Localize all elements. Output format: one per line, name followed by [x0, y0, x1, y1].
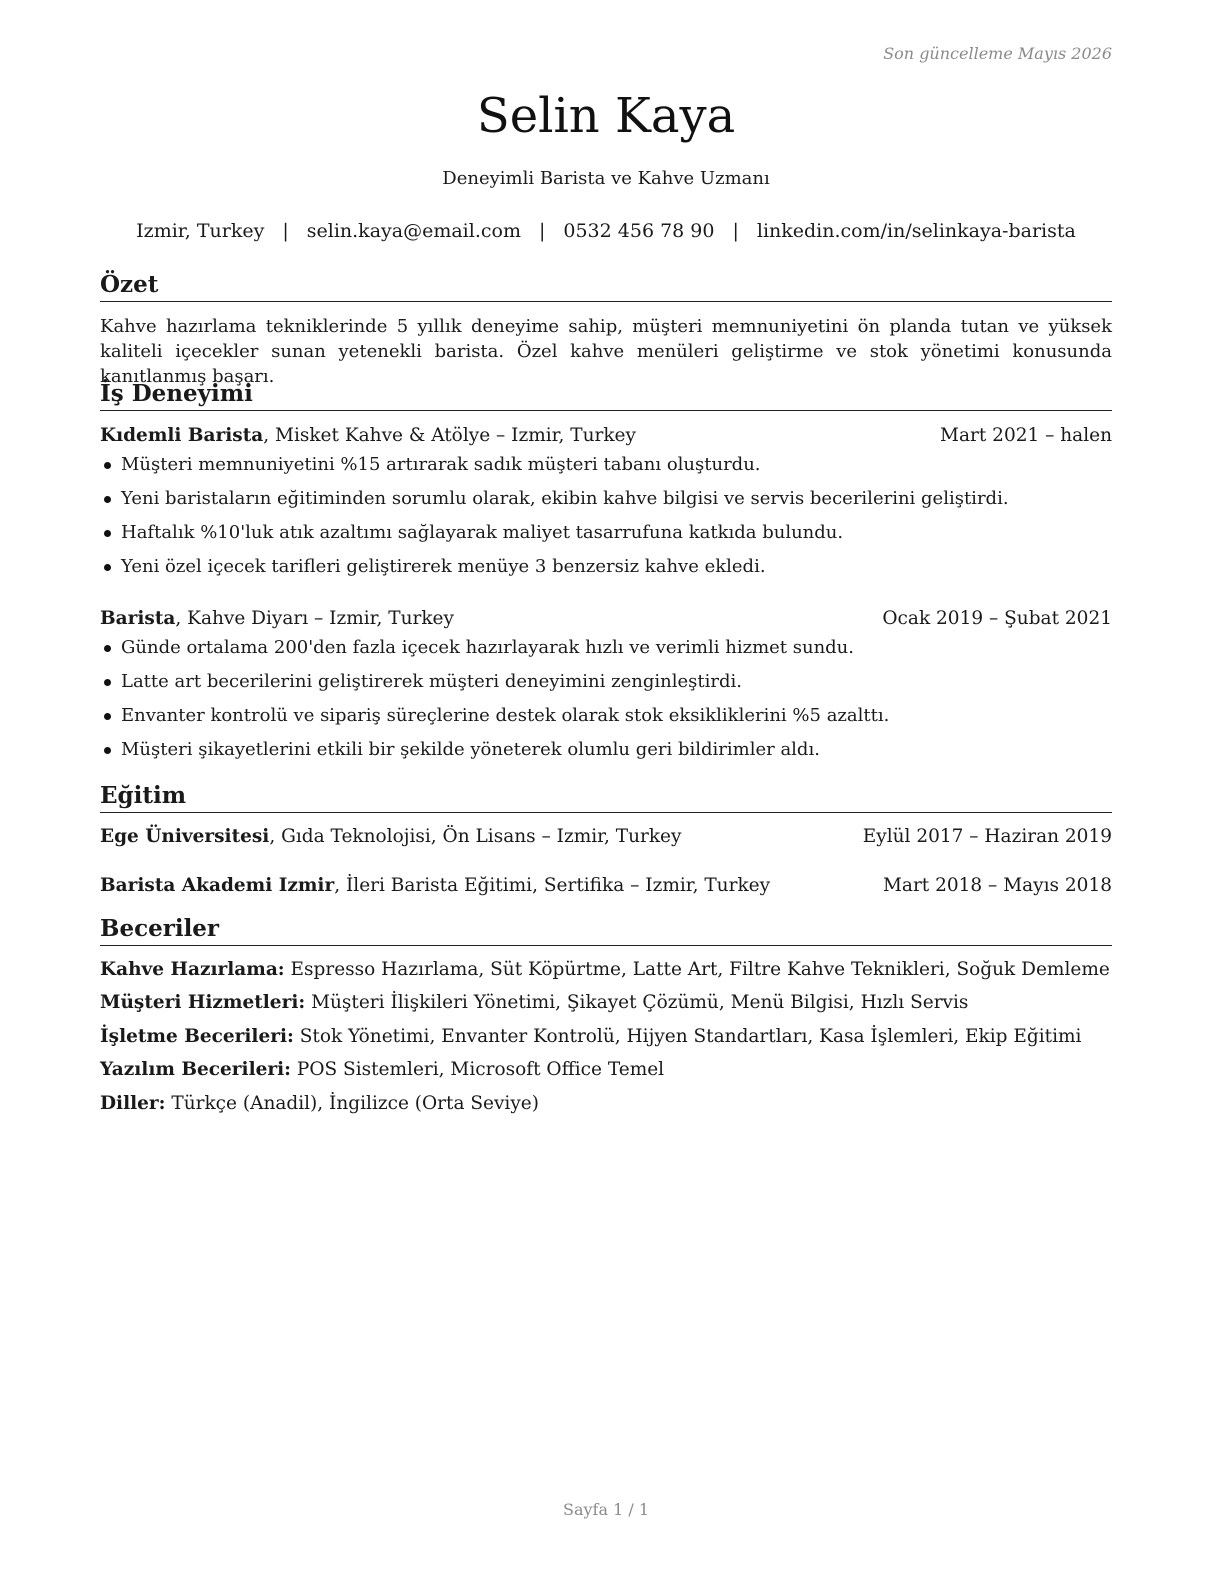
- job-dates: Ocak 2019 – Şubat 2021: [882, 608, 1112, 629]
- job-bullet: Latte art becerilerini geliştirerek müşteri deneyimini zenginleştirdi.: [100, 669, 1112, 703]
- section-title-education: Eğitim: [100, 781, 1112, 813]
- job-dates: Mart 2021 – halen: [940, 425, 1112, 446]
- education-detail: , İleri Barista Eğitimi, Sertifika – Izmir, Turkey: [334, 875, 771, 896]
- job-title-line: [100, 606, 454, 632]
- candidate-name: Selin Kaya: [476, 88, 736, 144]
- job-bullet: Envanter kontrolü ve sipariş süreçlerine destek olarak stok eksikliklerini %5 azalttı.: [100, 703, 1112, 737]
- job-company: , Misket Kahve & Atölye – Izmir, Turkey: [263, 425, 636, 446]
- education-entry: [100, 873, 1112, 899]
- skill-line: [100, 990, 1112, 1016]
- job-role: Barista: [100, 608, 176, 629]
- education-detail: , Gıda Teknolojisi, Ön Lisans – Izmir, Turkey: [269, 826, 682, 847]
- education-entry: [100, 824, 1112, 850]
- contact-email[interactable]: selin.kaya@email.com: [306, 220, 521, 242]
- job-title-line: [100, 423, 636, 449]
- skill-value: Türkçe (Anadil), İngilizce (Orta Seviye): [165, 1093, 539, 1114]
- education-title-line: [100, 873, 770, 899]
- skill-label: Yazılım Becerileri:: [100, 1059, 291, 1080]
- skill-value: Espresso Hazırlama, Süt Köpürtme, Latte Art, Filtre Kahve Teknikleri, Soğuk Demleme: [284, 959, 1110, 980]
- last-updated: Son güncelleme Mayıs 2026: [883, 44, 1112, 63]
- job-bullet: Günde ortalama 200'den fazla içecek hazırlayarak hızlı ve verimli hizmet sundu.: [100, 635, 1112, 669]
- skill-line: [100, 1024, 1112, 1050]
- candidate-headline: Deneyimli Barista ve Kahve Uzmanı: [442, 168, 770, 189]
- skill-line: [100, 957, 1112, 983]
- section-title-summary: Özet: [100, 270, 1112, 302]
- contact-line: [100, 217, 1112, 245]
- job-company: , Kahve Diyarı – Izmir, Turkey: [175, 608, 454, 629]
- education-dates: Mart 2018 – Mayıs 2018: [882, 875, 1112, 896]
- section-title-skills: Beceriler: [100, 914, 1112, 946]
- page-number: Sayfa 1 / 1: [562, 1500, 649, 1519]
- education-school: Ege Üniversitesi: [100, 826, 270, 847]
- skill-label: İşletme Becerileri:: [100, 1026, 294, 1047]
- education-dates: Eylül 2017 – Haziran 2019: [862, 826, 1112, 847]
- job-bullet: Yeni özel içecek tarifleri geliştirerek menüye 3 benzersiz kahve ekledi.: [100, 554, 1112, 588]
- contact-separator: |: [538, 220, 546, 242]
- contact-linkedin[interactable]: linkedin.com/in/selinkaya-barista: [756, 220, 1076, 242]
- contact-phone: 0532 456 78 90: [563, 220, 715, 242]
- job-role: Kıdemli Barista: [100, 425, 264, 446]
- contact-separator: |: [732, 220, 739, 242]
- job-bullets: [100, 635, 1112, 771]
- contact-location: Izmir, Turkey: [136, 220, 265, 242]
- job-bullet: Yeni baristaların eğitiminden sorumlu olarak, ekibin kahve bilgisi ve servis becerilerini geliştirdi.: [100, 486, 1112, 520]
- skill-value: Müşteri İlişkileri Yönetimi, Şikayet Çözümü, Menü Bilgisi, Hızlı Servis: [305, 992, 969, 1013]
- job-header: [100, 423, 1112, 449]
- skill-label: Müşteri Hizmetleri:: [100, 992, 306, 1013]
- job-bullet: Müşteri şikayetlerini etkili bir şekilde yöneterek olumlu geri bildirimler aldı.: [100, 737, 1112, 771]
- skill-label: Kahve Hazırlama:: [100, 959, 285, 980]
- skill-value: POS Sistemleri, Microsoft Office Temel: [290, 1059, 665, 1080]
- education-school: Barista Akademi Izmir: [100, 875, 335, 896]
- job-bullet: Müşteri memnuniyetini %15 artırarak sadık müşteri tabanı oluşturdu.: [100, 452, 1112, 486]
- job-header: [100, 606, 1112, 632]
- skill-value: Stok Yönetimi, Envanter Kontrolü, Hijyen Standartları, Kasa İşlemleri, Ekip Eğitimi: [293, 1026, 1082, 1047]
- skill-line: [100, 1091, 1112, 1117]
- job-bullet: Haftalık %10'luk atık azaltımı sağlayarak maliyet tasarrufuna katkıda bulundu.: [100, 520, 1112, 554]
- job-bullets: [100, 452, 1112, 588]
- skill-line: [100, 1057, 1112, 1083]
- education-title-line: [100, 824, 681, 850]
- section-title-experience: İş Deneyimi: [100, 379, 1112, 411]
- contact-separator: |: [282, 220, 289, 242]
- skill-label: Diller:: [100, 1093, 166, 1114]
- summary-text: Kahve hazırlama tekniklerinde 5 yıllık deneyime sahip, müşteri memnuniyetini ön planda tutan ve yüksek kaliteli içecekler sunan yetenekli barista. Özel kahve menüleri geliştirme ve stok yönetimi konusunda kanıtlanmış başarı.: [100, 316, 1112, 387]
